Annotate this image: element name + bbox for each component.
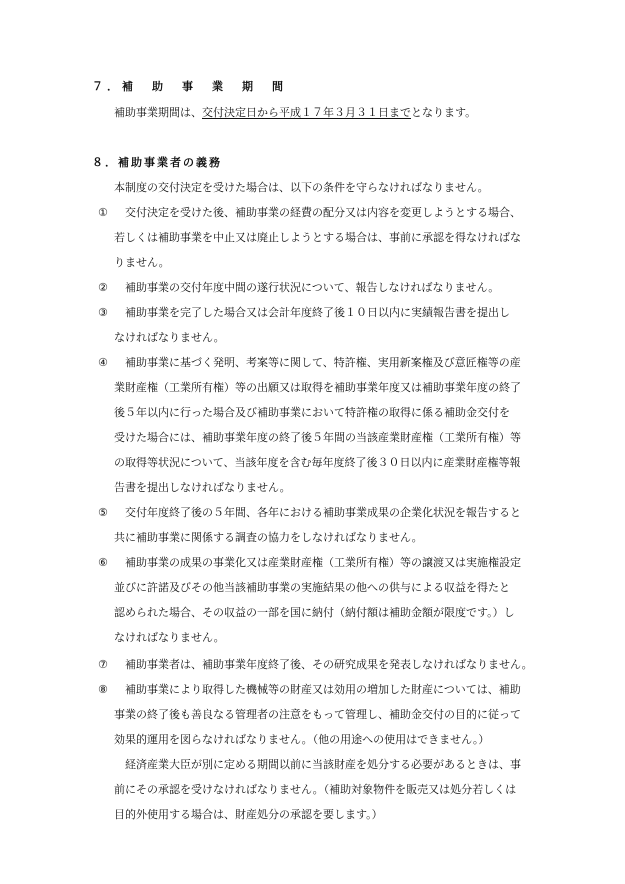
item-line: 補助事業を完了した場合又は会計年度終了後１０日以内に実績報告書を提出し xyxy=(125,306,510,319)
item-line: 効果的運用を図らなければなりません。（他の用途への使用はできません。） xyxy=(114,733,490,746)
item-line: 補助事業の交付年度中間の遂行状況について、報告しなければなりません。 xyxy=(125,281,500,294)
item-marker: ⑧ xyxy=(98,683,108,696)
item-line: なければなりません。 xyxy=(114,331,225,344)
item-line: 並びに許諾及びその他当該補助事業の実施結果の他への供与による収益を得たと xyxy=(114,581,510,594)
section7-body-prefix: 補助事業期間は、 xyxy=(114,106,202,119)
item-line: 後５年以内に行った場合及び補助事業において特許権の取得に係る補助金交付を xyxy=(114,406,510,419)
item-marker: ⑦ xyxy=(98,658,108,671)
section8-title: ８．補助事業者の義務 xyxy=(92,156,222,169)
item-marker: ④ xyxy=(98,356,108,369)
item-marker: ③ xyxy=(98,306,108,319)
section8-intro: 本制度の交付決定を受けた場合は、以下の条件を守らなければなりません。 xyxy=(114,181,489,194)
section7-body xyxy=(114,106,476,120)
item-line: 補助事業者は、補助事業年度終了後、その研究成果を発表しなければなりません。 xyxy=(125,658,533,671)
item-line: 受けた場合には、補助事業年度の終了後５年間の当該産業財産権（工業所有権）等 xyxy=(114,431,521,444)
item-line: 認められた場合、その収益の一部を国に納付（納付額は補助金額が限度です。）し xyxy=(114,606,515,619)
item-line: りません。 xyxy=(114,256,170,269)
item-line: 補助事業に基づく発明、考案等に関して、特許権、実用新案権及び意匠権等の産 xyxy=(125,356,521,369)
item-line: 交付決定を受けた後、補助事業の経費の配分又は内容を変更しようとする場合、 xyxy=(125,206,521,219)
item-marker: ② xyxy=(98,281,108,294)
item-marker: ⑤ xyxy=(98,506,108,519)
item-line: 共に補助事業に関係する調査の協力をしなければなりません。 xyxy=(114,531,423,544)
item-line: の取得等状況について、当該年度を含む毎年度終了後３０日以内に産業財産権等報 xyxy=(114,456,521,469)
section7-title: ７．補 助 事 業 期 間 xyxy=(92,80,287,93)
item-line: 補助事業の成果の事業化又は産業財産権（工業所有権）等の譲渡又は実施権設定 xyxy=(125,556,521,569)
item-marker: ⑥ xyxy=(98,556,108,569)
item-line: 交付年度終了後の５年間、各年における補助事業成果の企業化状況を報告すると xyxy=(125,506,521,519)
section7-body-suffix: となります。 xyxy=(411,106,477,119)
item-line: 告書を提出しなければなりません。 xyxy=(114,481,291,494)
item-line: 補助事業により取得した機械等の財産又は効用の増加した財産については、補助 xyxy=(125,683,521,696)
item-marker: ① xyxy=(98,206,108,219)
closing-line: 前にその承認を受けなければなりません。（補助対象物件を販売又は処分若しくは xyxy=(114,783,517,796)
closing-line: 経済産業大臣が別に定める期間以前に当該財産を処分する必要があるときは、事 xyxy=(125,758,521,771)
item-line: 事業の終了後も善良なる管理者の注意をもって管理し、補助金交付の目的に従って xyxy=(114,708,521,721)
item-line: 業財産権（工業所有権）等の出願又は取得を補助事業年度又は補助事業年度の終了 xyxy=(114,381,521,394)
section7-period: 交付決定日から平成１７年３月３１日まで xyxy=(202,106,411,119)
item-line: なければなりません。 xyxy=(114,631,225,644)
item-line: 若しくは補助事業を中止又は廃止しようとする場合は、事前に承認を得なければな xyxy=(114,231,521,244)
closing-line: 目的外使用する場合は、財産処分の承認を要します。） xyxy=(114,808,383,821)
